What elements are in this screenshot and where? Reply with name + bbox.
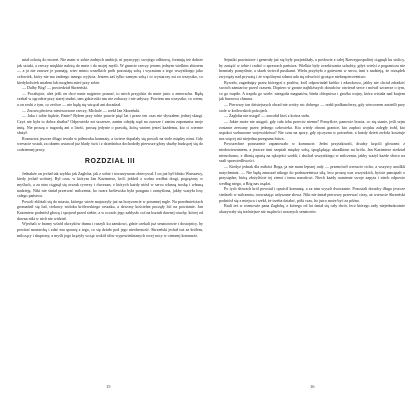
paragraph: Powszechne poruszenie zapanowało w komnacie. Jedni przytakiwali, drudzy kręcili głowami z niedowierzaniem, a jeszcze inni szeptali między sobą, spoglądając ukradkiem na króla. Jan Kazimierz siedział nieruchomo, z dłonią opartą na rękojeści szabli, i słuchał wszystkiego w milczeniu, jakby ważył każde słowo na szali sprawiedliwości.: [219, 141, 405, 164]
paragraph: miał ochotę do niczeń. Nie mam w sobie żadnych ambicji, ni pryncypy; swojego odbiorcę, formuję też dobrze jak sztuki, a rzeczy miękkie należą do mnie i do mojej myśli. W gruncie rzeczy jestem jednym wielkim zbiorem — a ja nie zawsze je poznaję, wiec mimo wszelkich prób pozostaję sobą i wyrastam z tego wszystkiego jako człowiek, który nie ma żadnego innego wyjścia. Jestem zaś tylko samym sobą i to wystarczy mi za wszystko, co kiedykolwiek miałem lub mogłem mieć przy sobie.: [17, 57, 203, 85]
paragraph: — Znowu pleciesz niestworzone rzeczy, Michale — rzekł Jan Skrzeński.: [22, 107, 141, 113]
paragraph: Po tych słowach król powstał i opuścił komnatę, a za nim wyszli dworzanie. Pozostali doradcy długo jeszcze siedzieli w milczeniu, rozważając usłyszane słowa. Nikt nie śmiał pierwszy przerwać ciszy, aż wreszcie Skrzeński podniósł się z miejsca i rzekł, że trzeba działać, póki czas, bo jutro może być za późno.: [219, 186, 405, 203]
left-page-text-top: [17, 57, 203, 153]
paragraph: — Jaka i tobie będzie, Panie? Byłem przy tobie prawie pięć lat i przez ten czas nie słyszałem jednej skargi. Czyż nie była to dobra służba? Odpowiedz mi szczerze, zanim odejdę stąd na zawsze i zanim zapomnisz moje imię. Nie proszę o nagrodę ani o litość, proszę jedynie o prawdę, którą winien jesteś każdemu, kto ci wiernie służył.: [17, 113, 203, 136]
paragraph: Rozmowa jeszcze długo trwała w półmroku komnaty, a świece dopalały się powoli na stole między nimi. Gdy wreszcie wstali, za oknem wstawał już blady świt i z dziedzińca dochodziły pierwsze głosy służby budzącej się do codziennej pracy.: [17, 135, 203, 152]
paragraph: Jednakże on jechał tak szybko jak Zagłoba, jak z sobie i towarzyszom obiecywał. I on już był blisko Warszawy, kiedy jechał wolniej. Był czas, w którym Jan Kazimierz, król, jeździł z wolna wzdłuż drogi, pogrążony w myślach, a za nim ciągnął się orszak rycerzy i dworzan, z których każdy niósł w sercu własną troskę i własną nadzieję. Nikt nie śmiał przerwać milczenia, bo twarz królewska była posępna i zamyślona, jakby ważyła losy całego państwa.: [17, 170, 203, 199]
paragraph: — Dalby Bóg! — powiedział Skrzeński.: [22, 85, 88, 91]
paragraph: Powoli zbliżali się do miasta, którego wieże majaczyły już na horyzoncie w porannej mgle. Na przedmieściach gromadził się lud, ciekawy widoku królewskiego orszaku, a dzwony kościelne poczęły bić na powitanie. Jan Kazimierz podniósł głowę i spojrzał przed siebie, a w oczach jego zabłysło coś na kształt dawnej otuchy, której od dawna nikt w nich nie widział.: [17, 198, 203, 221]
chapter-heading: ROZDZIAŁ III: [84, 157, 136, 165]
left-page-number: 15: [106, 384, 111, 389]
paragraph: — Jakże może nie ustąpić, gdy cała izba przeciw niemu? Pomyślcie, panowie bracia, co się stanie, jeśli sejm zostanie zerwany przez jednego człowieka. Kto wtedy obroni granice, kto zapłaci wojsku zaległy żołd, kto uspokoi wzburzone województwa? Nie czas na spory, gdy ojczyzna w potrzebie, a każdy dzień zwłoki kosztuje nas więcej niż niejedna przegrana bitwa.: [219, 118, 405, 141]
left-page: [17, 57, 203, 379]
paragraph: — Pocałujcie, ależ jeśli on chce mnie najpierw poznać, to niech przyjdzie do mnie jutro o zmierzchu. Będę czekał w ogrodzie przy starej studni, tam gdzie nikt nas nie zobaczy i nie usłyszy. Powiem mu wszystko, co wiem, a on zrobi z tym, co zechce — nie będę się wtrącał ani doradzał.: [17, 90, 203, 107]
paragraph: Brali też w rozmowie pana Zagłobę, z którego od lat śmiał się cały dwór, lecz którego rady niejednokrotnie okazywały się trafniejsze niż mądrości uczonych senatorów.: [219, 203, 405, 214]
paragraph: Sejmiki powiatowe i generały już się były pozjeżdżały, a posłowie z całej Rzeczypospolitej ciągnęli ku stolicy, by zasiąść w izbie i radzić o sprawach państwa. Wielkie były oczekiwania szlachty, gdyż wieści z pogranicza nie brzmiały pomyślnie, a skarb świecił pustkami. Wielu przybyło z gniewem w sercu, inni z nadzieją, że rozsądek zwycięży nad prywatą i że wspólnymi siłami uda się odwrócić grożące niebezpieczeństwo.: [219, 57, 405, 79]
right-page-text: [219, 57, 405, 215]
paragraph: — Kiedyż jednak dla miłości Boga, ja nie mam lepszej rady — przemówił wreszcie cicho, a wszyscy umilkli natychmiast. — Nie będę zmuszał nikogo do posłuszeństwa siłą, lecz proszę was wszystkich, byście pamiętali o przysiędze, którą złożyliście tej ziemi i temu narodowi. Niech każdy sumienie swoje zapyta i niech odpowie według niego, a Bóg nas osądzi.: [219, 163, 405, 186]
paragraph: — Zagłoba nie ustąpi! — zawołał ktoś z końca stołu.: [224, 113, 311, 119]
paragraph: — Pierwszy ton dzisiejszych obrad nie wróży nic dobrego — rzekł podkanclerzy, gdy wieczorem zasiedli przy stole w królewskich pokojach.: [219, 102, 405, 113]
paragraph: Bywało, zagadnięty przez któregoś z posłów, król odpowiadał krótko i zdawkowo, jakby nie chciał zdradzić swoich zamiarów przed czasem. Dopiero w gronie najbliższych doradców otwierał serce i mówił szczerze o tym, co go trapiło. A trapiło go wiele: niezgoda magnatów, bieda chłopstwa i groźba wojny, która wisiała nad krajem jak burzowa chmura.: [219, 79, 405, 102]
right-page-number: 16: [310, 384, 315, 389]
paragraph: Wjechali w bramy wśród okrzyków tłumu i ruszyli ku zamkowi, gdzie czekali już senatorowie i dostojnicy, by powitać monarchę i zdać mu sprawę z tego, co się działo pod jego nieobecność. Skrzeński jechał tuż za królem, milczący i skupiony, a myśli jego krążyły wciąż wokół słów wypowiedzianych owej nocy w ciemnej komnacie.: [17, 221, 203, 238]
left-page-text-bottom: [17, 171, 203, 239]
right-page: [219, 57, 405, 379]
